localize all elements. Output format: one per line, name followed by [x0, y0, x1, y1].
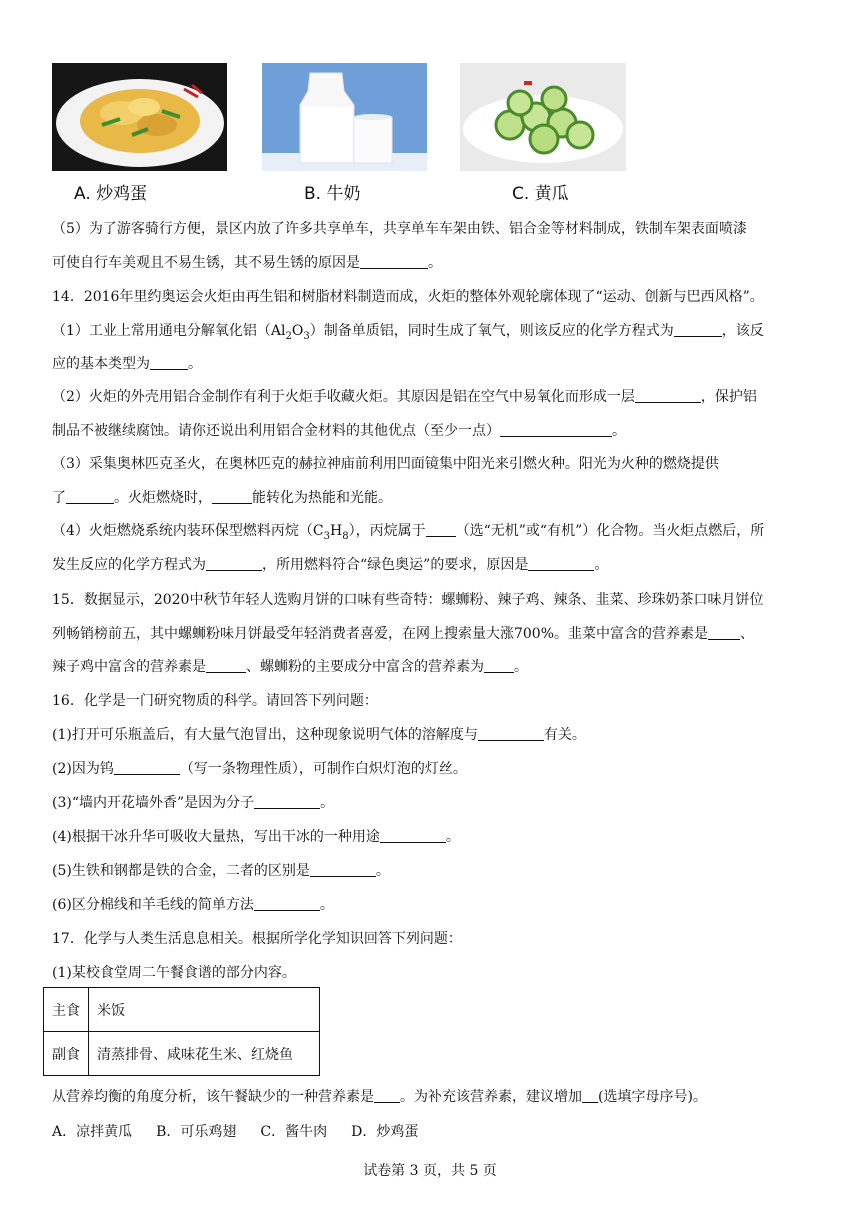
text: （写一条物理性质），可制作白炽灯泡的灯丝。 [179, 761, 467, 777]
text: ，保护铝 [700, 389, 757, 405]
subscript: 3 [323, 530, 330, 542]
answer-blank[interactable] [500, 422, 612, 437]
caption-c: C. 黄瓜 [512, 184, 569, 204]
table-cell-label: 副食 [44, 1032, 89, 1076]
text: (选填字母序号)。 [598, 1089, 707, 1105]
answer-blank[interactable] [66, 489, 114, 504]
q16-sub3 [52, 793, 812, 813]
answer-blank[interactable] [380, 828, 446, 843]
text: 。 [428, 255, 442, 271]
text: 能转化为热能和光能。 [252, 490, 392, 506]
text: (1)打开可乐瓶盖后，有大量气泡冒出，这种现象说明气体的溶解度与 [52, 727, 478, 743]
q14-part1-line1 [52, 321, 812, 347]
q17-options [52, 1122, 812, 1142]
text: 、螺蛳粉的主要成分中富含的营养素为 [246, 659, 484, 675]
q16-sub1 [52, 725, 812, 745]
q16-stem: 16．化学是一门研究物质的科学。请回答下列问题： [52, 693, 378, 709]
text: O [291, 323, 304, 339]
text: 可使自行车美观且不易生锈，其不易生锈的原因是 [52, 255, 360, 271]
q14-part4-line1 [52, 521, 812, 547]
q17-analysis [52, 1087, 812, 1107]
caption-b: B. 牛奶 [304, 184, 361, 204]
answer-blank[interactable] [254, 896, 320, 911]
text: 发生反应的化学方程式为 [52, 557, 206, 573]
text: （2）火炬的外壳用铝合金制作有利于火炬手收藏火炬。其原因是铝在空气中易氧化而形成一层 [52, 389, 635, 405]
table-cell-content: 米饭 [89, 988, 320, 1032]
text: （4）火炬燃烧系统内装环保型燃料丙烷（C [52, 523, 324, 539]
text: 。 [445, 829, 460, 845]
option-b[interactable]: B．可乐鸡翅 [156, 1124, 237, 1140]
answer-blank[interactable] [674, 322, 722, 337]
subscript: 8 [342, 530, 349, 542]
text: 应的基本类型为 [52, 356, 150, 372]
text: (2)因为钨 [52, 761, 114, 777]
answer-blank[interactable] [635, 388, 701, 403]
q17-sub1: (1)某校食堂周二午餐食谱的部分内容。 [52, 965, 296, 981]
q16-sub4 [52, 827, 812, 847]
q14-part4-line2 [52, 555, 812, 575]
answer-blank[interactable] [528, 556, 594, 571]
table-row [44, 1032, 320, 1076]
answer-blank[interactable] [374, 1088, 400, 1103]
answer-blank[interactable] [582, 1088, 598, 1103]
q16-sub2 [52, 759, 812, 779]
table-cell-label: 主食 [44, 988, 89, 1032]
text: ，所用燃料符合“绿色奥运”的要求，原因是 [262, 557, 529, 573]
answer-blank[interactable] [426, 522, 456, 537]
text: 。 [375, 863, 390, 879]
q15-line3 [52, 657, 812, 677]
option-d[interactable]: D．炒鸡蛋 [351, 1124, 419, 1140]
text: 制品不被继续腐蚀。请你还说出利用铝合金材料的其他优点（至少一点） [52, 423, 500, 439]
text: ，该反 [721, 323, 764, 339]
scrambled-egg-image [52, 63, 227, 171]
answer-blank[interactable] [478, 726, 544, 741]
option-a[interactable]: A．凉拌黄瓜 [52, 1124, 133, 1140]
text: 。 [514, 659, 528, 675]
text: 。 [188, 356, 202, 372]
text: 有关。 [543, 727, 586, 743]
text: 列畅销榜前五，其中螺蛳粉味月饼最受年轻消费者喜爱，在网上搜索量大涨700%。韭菜中富含的营养素是 [52, 626, 709, 642]
text: 、 [740, 626, 755, 642]
q14-part3-line2 [52, 488, 812, 508]
q14-part3-line1: （3）采集奥林匹克圣火，在奥林匹克的赫拉神庙前利用凹面镜集中阳光来引燃火种。阳光为火种的燃烧提供 [52, 456, 719, 472]
text: 。 [594, 557, 609, 573]
answer-blank[interactable] [206, 556, 262, 571]
text: （1）工业上常用通电分解氧化铝（Al [52, 323, 286, 339]
text: 。 [612, 423, 626, 439]
text: (4)根据干冰升华可吸收大量热，写出干冰的一种用途 [52, 829, 380, 845]
text: ）制备单质铝，同时生成了氧气，则该反应的化学方程式为 [309, 323, 674, 339]
q14-part2-line1 [52, 387, 812, 407]
answer-blank[interactable] [212, 489, 252, 504]
text: 从营养均衡的角度分析，该午餐缺少的一种营养素是 [52, 1089, 374, 1105]
text: (5)生铁和钢都是铁的合金，二者的区别是 [52, 863, 310, 879]
answer-blank[interactable] [360, 254, 428, 269]
q13-5-line2 [52, 253, 812, 273]
table-row [44, 988, 320, 1032]
food-images-row [52, 63, 632, 213]
answer-blank[interactable] [206, 658, 246, 673]
answer-blank[interactable] [310, 862, 376, 877]
answer-blank[interactable] [484, 658, 514, 673]
q17-stem: 17．化学与人类生活息息相关。根据所学化学知识回答下列问题： [52, 931, 462, 947]
subscript: 2 [285, 330, 292, 342]
text: （选“无机”或“有机”）化合物。当火炬点燃后，所 [455, 523, 765, 539]
text: 。火炬燃烧时， [114, 490, 212, 506]
subscript: 3 [303, 330, 310, 342]
caption-a: A. 炒鸡蛋 [74, 184, 148, 204]
page-footer: 试卷第 3 页，共 5 页 [363, 1163, 497, 1179]
text: H [330, 523, 343, 539]
q14-stem: 14．2016年里约奥运会火炬由再生铝和树脂材料制造而成，火炬的整体外观轮廓体现了“运动、创新与巴西风格”。 [52, 289, 764, 305]
text: 。为补充该营养素，建议增加 [400, 1089, 582, 1105]
answer-blank[interactable] [254, 794, 320, 809]
q14-part1-line2 [52, 354, 812, 374]
answer-blank[interactable] [708, 625, 740, 640]
answer-blank[interactable] [114, 760, 180, 775]
text: 了 [52, 490, 66, 506]
milk-image [262, 63, 427, 171]
text: ），丙烷属于 [348, 523, 426, 539]
option-c[interactable]: C．酱牛肉 [260, 1124, 328, 1140]
text: 辣子鸡中富含的营养素是 [52, 659, 206, 675]
q13-5-line1: （5）为了游客骑行方便，景区内放了许多共享单车，共享单车车架由铁、铝合金等材料制成，铁制车架表面喷漆 [52, 221, 747, 237]
answer-blank[interactable] [150, 355, 188, 370]
text: 。 [319, 897, 334, 913]
q16-sub6 [52, 895, 812, 915]
q15-line1: 15．数据显示，2020中秋节年轻人选购月饼的口味有些奇特：螺蛳粉、辣子鸡、辣条、韭菜、珍珠奶茶口味月饼位 [52, 592, 764, 608]
q15-line2 [52, 624, 812, 644]
text: (3)“墙内开花墙外香”是因为分子 [52, 795, 255, 811]
q14-part2-line2 [52, 421, 812, 441]
lunch-menu-table [43, 987, 320, 1076]
text: (6)区分棉线和羊毛线的简单方法 [52, 897, 254, 913]
text: 。 [320, 795, 335, 811]
table-cell-content: 清蒸排骨、咸味花生米、红烧鱼 [89, 1032, 320, 1076]
cucumber-image [460, 63, 626, 171]
q16-sub5 [52, 861, 812, 881]
